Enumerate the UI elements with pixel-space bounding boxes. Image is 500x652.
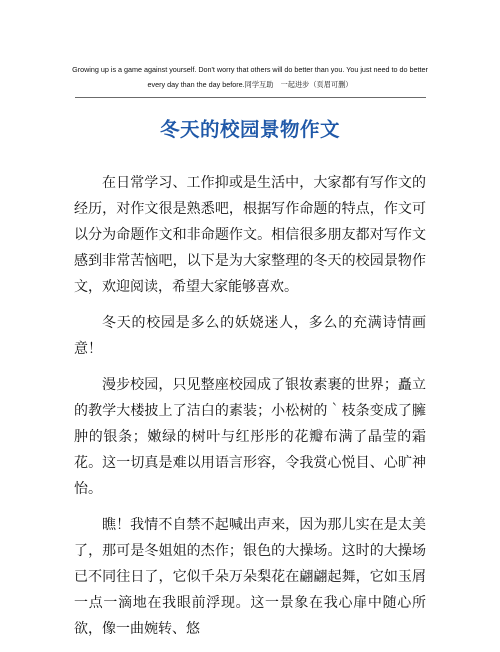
paragraph-walking-campus: 漫步校园，只见整座校园成了银妆素裹的世界；矗立的教学大楼披上了洁白的素装；小松树的｀枝条变成了臃肿的银条；嫩绿的树叶与红彤彤的花瓣布满了晶莹的霜花。这一切真是难以用语言形容，令我赏心悦目、心旷神怡。 xyxy=(74,377,426,497)
document-title: 冬天的校园景物作文 xyxy=(159,118,340,141)
header-divider xyxy=(75,97,426,98)
paragraph-campus-charm: 冬天的校园是多么的妖娆迷人，多么的充满诗情画意！ xyxy=(74,315,426,357)
header-motto: Growing up is a game against yourself. Don't worry that others will do better than you. You just need to do better every day than the day before.同学互助 一起进步（页眉可删） xyxy=(72,65,428,89)
paragraph-playground: 瞧！我情不自禁不起喊出声来，因为那儿实在是太美了，那可是冬姐姐的杰作；银色的大操场。这时的大操场已不同往日了，它似千朵万朵梨花在翩翩起舞，它如玉屑一点一滴地在我眼前浮现。这一景象在我心扉中随心所欲，像一曲婉转、悠 xyxy=(74,517,426,637)
paragraph-intro: 在日常学习、工作抑或是生活中，大家都有写作文的经历，对作文很是熟悉吧，根据写作命题的特点，作文可以分为命题作文和非命题作文。相信很多朋友都对写作文感到非常苦恼吧，以下是为大家整理的冬天的校园景物作文，欢迎阅读，希望大家能够喜欢。 xyxy=(74,175,426,295)
document-body xyxy=(74,170,426,652)
